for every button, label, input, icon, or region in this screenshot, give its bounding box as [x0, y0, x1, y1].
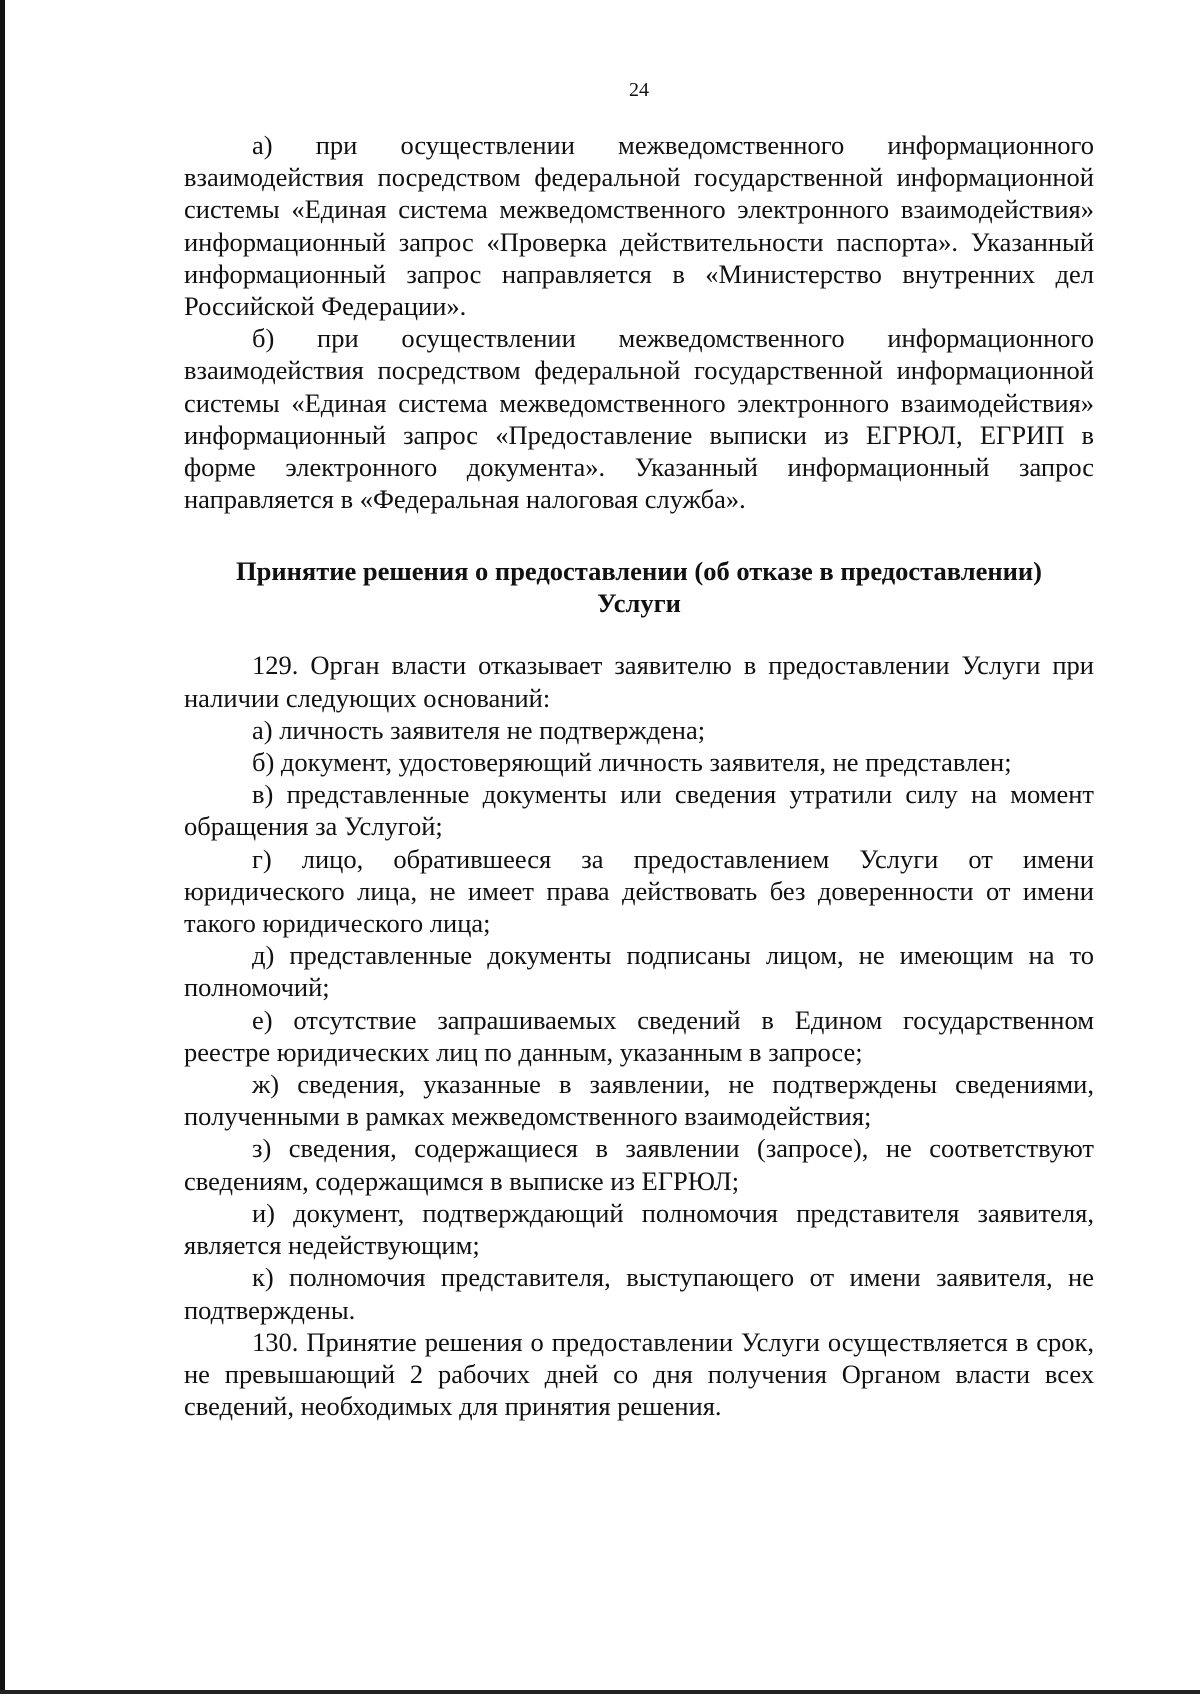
- paragraph-item-b-egrul: б) при осуществлении межведомственного информационного взаимодействия посредством федеральной государственной информационной системы «Единая система межведомственного электронного взаимодействия» информационный запрос «Предоставление выписки из ЕГРЮЛ, ЕГРИП в форме электронного документа». Указанный информационный запрос направляется в «Федеральная налоговая служба».: [184, 323, 1094, 515]
- scan-border-bottom: [0, 1690, 1200, 1694]
- list-item-a: а) личность заявителя не подтверждена;: [252, 714, 706, 745]
- section-heading-line2: Услуги: [597, 588, 681, 619]
- list-item-v: в) представленные документы или сведения утратили силу на момент обращения за Услугой;: [184, 779, 1094, 842]
- scan-border-left: [0, 0, 5, 1694]
- list-item-g: г) лицо, обратившееся за предоставлением Услуги от имени юридического лица, не имеет права действовать без доверенности от имени такого юридического лица;: [184, 843, 1094, 939]
- list-item-b: б) документ, удостоверяющий личность заявителя, не представлен;: [252, 747, 1012, 778]
- list-item-zh: ж) сведения, указанные в заявлении, не подтверждены сведениями, полученными в рамках межведомственного взаимодействия;: [184, 1069, 1094, 1132]
- paragraph-item-a-passport: а) при осуществлении межведомственного информационного взаимодействия посредством федеральной государственной информационной системы «Единая система межведомственного электронного взаимодействия» информационный запрос «Проверка действительности паспорта». Указанный информационный запрос направляется в «Министерство внутренних дел Российской Федерации».: [184, 130, 1094, 322]
- document-page: [184, 0, 1094, 1422]
- section-heading-line1: Принятие решения о предоставлении (об отказе в предоставлении): [236, 556, 1042, 587]
- list-item-z: з) сведения, содержащиеся в заявлении (запросе), не соответствуют сведениям, содержащимся в выписке из ЕГРЮЛ;: [184, 1133, 1094, 1196]
- list-item-k: к) полномочия представителя, выступающего от имени заявителя, не подтверждены.: [184, 1262, 1094, 1325]
- page-number: 24: [629, 79, 649, 101]
- list-item-d: д) представленные документы подписаны лицом, не имеющим на то полномочий;: [184, 940, 1094, 1003]
- list-item-e: е) отсутствие запрашиваемых сведений в Едином государственном реестре юридических лиц по данным, указанным в запросе;: [184, 1004, 1094, 1067]
- section-heading: [184, 555, 1094, 619]
- paragraph-130: 130. Принятие решения о предоставлении Услуги осуществляется в срок, не превышающий 2 рабочих дней со дня получения Органом власти всех сведений, необходимых для принятия решения.: [184, 1326, 1094, 1422]
- list-item-i: и) документ, подтверждающий полномочия представителя заявителя, является недействующим;: [184, 1197, 1094, 1261]
- paragraph-129: 129. Орган власти отказывает заявителю в предоставлении Услуги при наличии следующих оснований:: [184, 650, 1094, 713]
